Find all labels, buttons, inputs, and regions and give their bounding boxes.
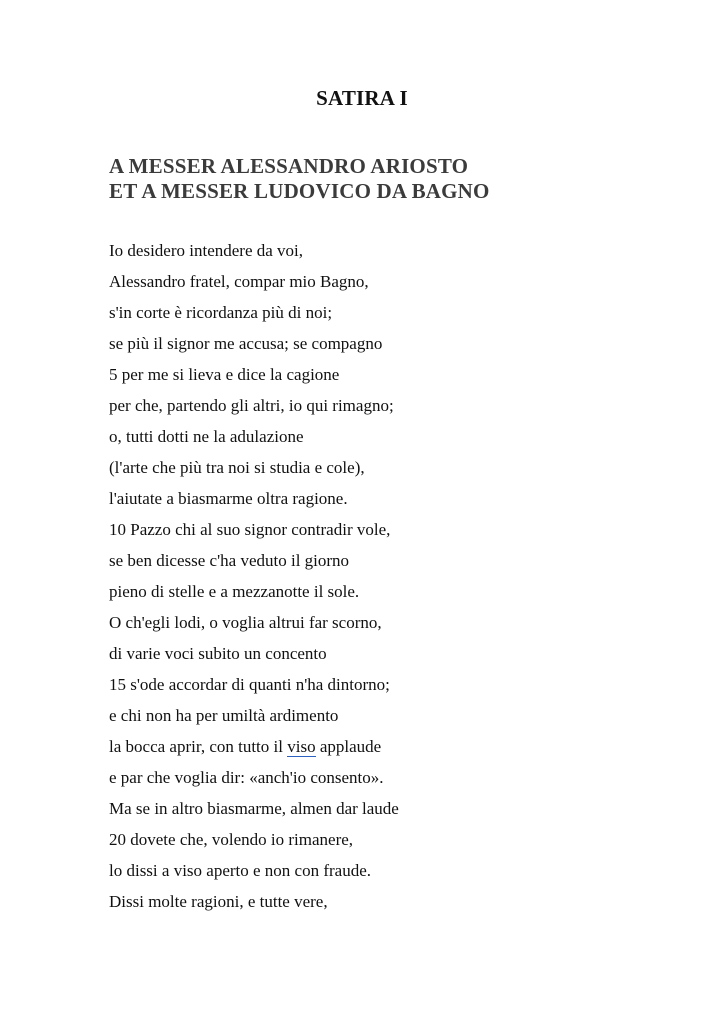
verse-line-with-link [109,736,399,767]
verse-line: O ch'egli lodi, o voglia altrui far scorno, [109,613,382,632]
verse-text: applaude [315,737,382,756]
viso-link[interactable]: viso [287,737,316,756]
page-title: SATIRA I [316,86,408,110]
verse-line: Io desidero intendere da voi, [109,241,304,260]
verse-line: pieno di stelle e a mezzanotte il sole. [109,582,360,601]
verse-line: (l'arte che più tra noi si studia e cole), [109,458,365,477]
verse-line: Dissi molte ragioni, e tutte vere, [109,892,328,911]
verse-line: e par che voglia dir: «anch'io consento». [109,768,384,787]
verse-line: 10 Pazzo chi al suo signor contradir vole, [109,520,391,539]
dedication-line: ET A MESSER LUDOVICO DA BAGNO [109,179,490,203]
verse-line: 20 dovete che, volendo io rimanere, [109,830,354,849]
verse-line: l'aiutate a biasmarme oltra ragione. [109,489,348,508]
verse-line: e chi non ha per umiltà ardimento [109,706,339,725]
verse-line: lo dissi a viso aperto e non con fraude. [109,861,372,880]
verse-line: 15 s'ode accordar di quanti n'ha dintorno; [109,675,390,694]
dedication-heading [109,154,490,204]
verse-line: Alessandro fratel, compar mio Bagno, [109,272,369,291]
verse-line: 5 per me si lieva e dice la cagione [109,365,340,384]
poem-body [109,240,399,922]
verse-line: s'in corte è ricordanza più di noi; [109,303,333,322]
verse-text: la bocca aprir, con tutto il [109,737,288,756]
verse-line: per che, partendo gli altri, io qui rimagno; [109,396,394,415]
verse-line: se ben dicesse c'ha veduto il giorno [109,551,350,570]
verse-line: se più il signor me accusa; se compagno [109,334,383,353]
verse-line: Ma se in altro biasmarme, almen dar laude [109,799,399,818]
verse-line: di varie voci subito un concento [109,644,327,663]
verse-line: o, tutti dotti ne la adulazione [109,427,304,446]
dedication-line: A MESSER ALESSANDRO ARIOSTO [109,154,469,178]
